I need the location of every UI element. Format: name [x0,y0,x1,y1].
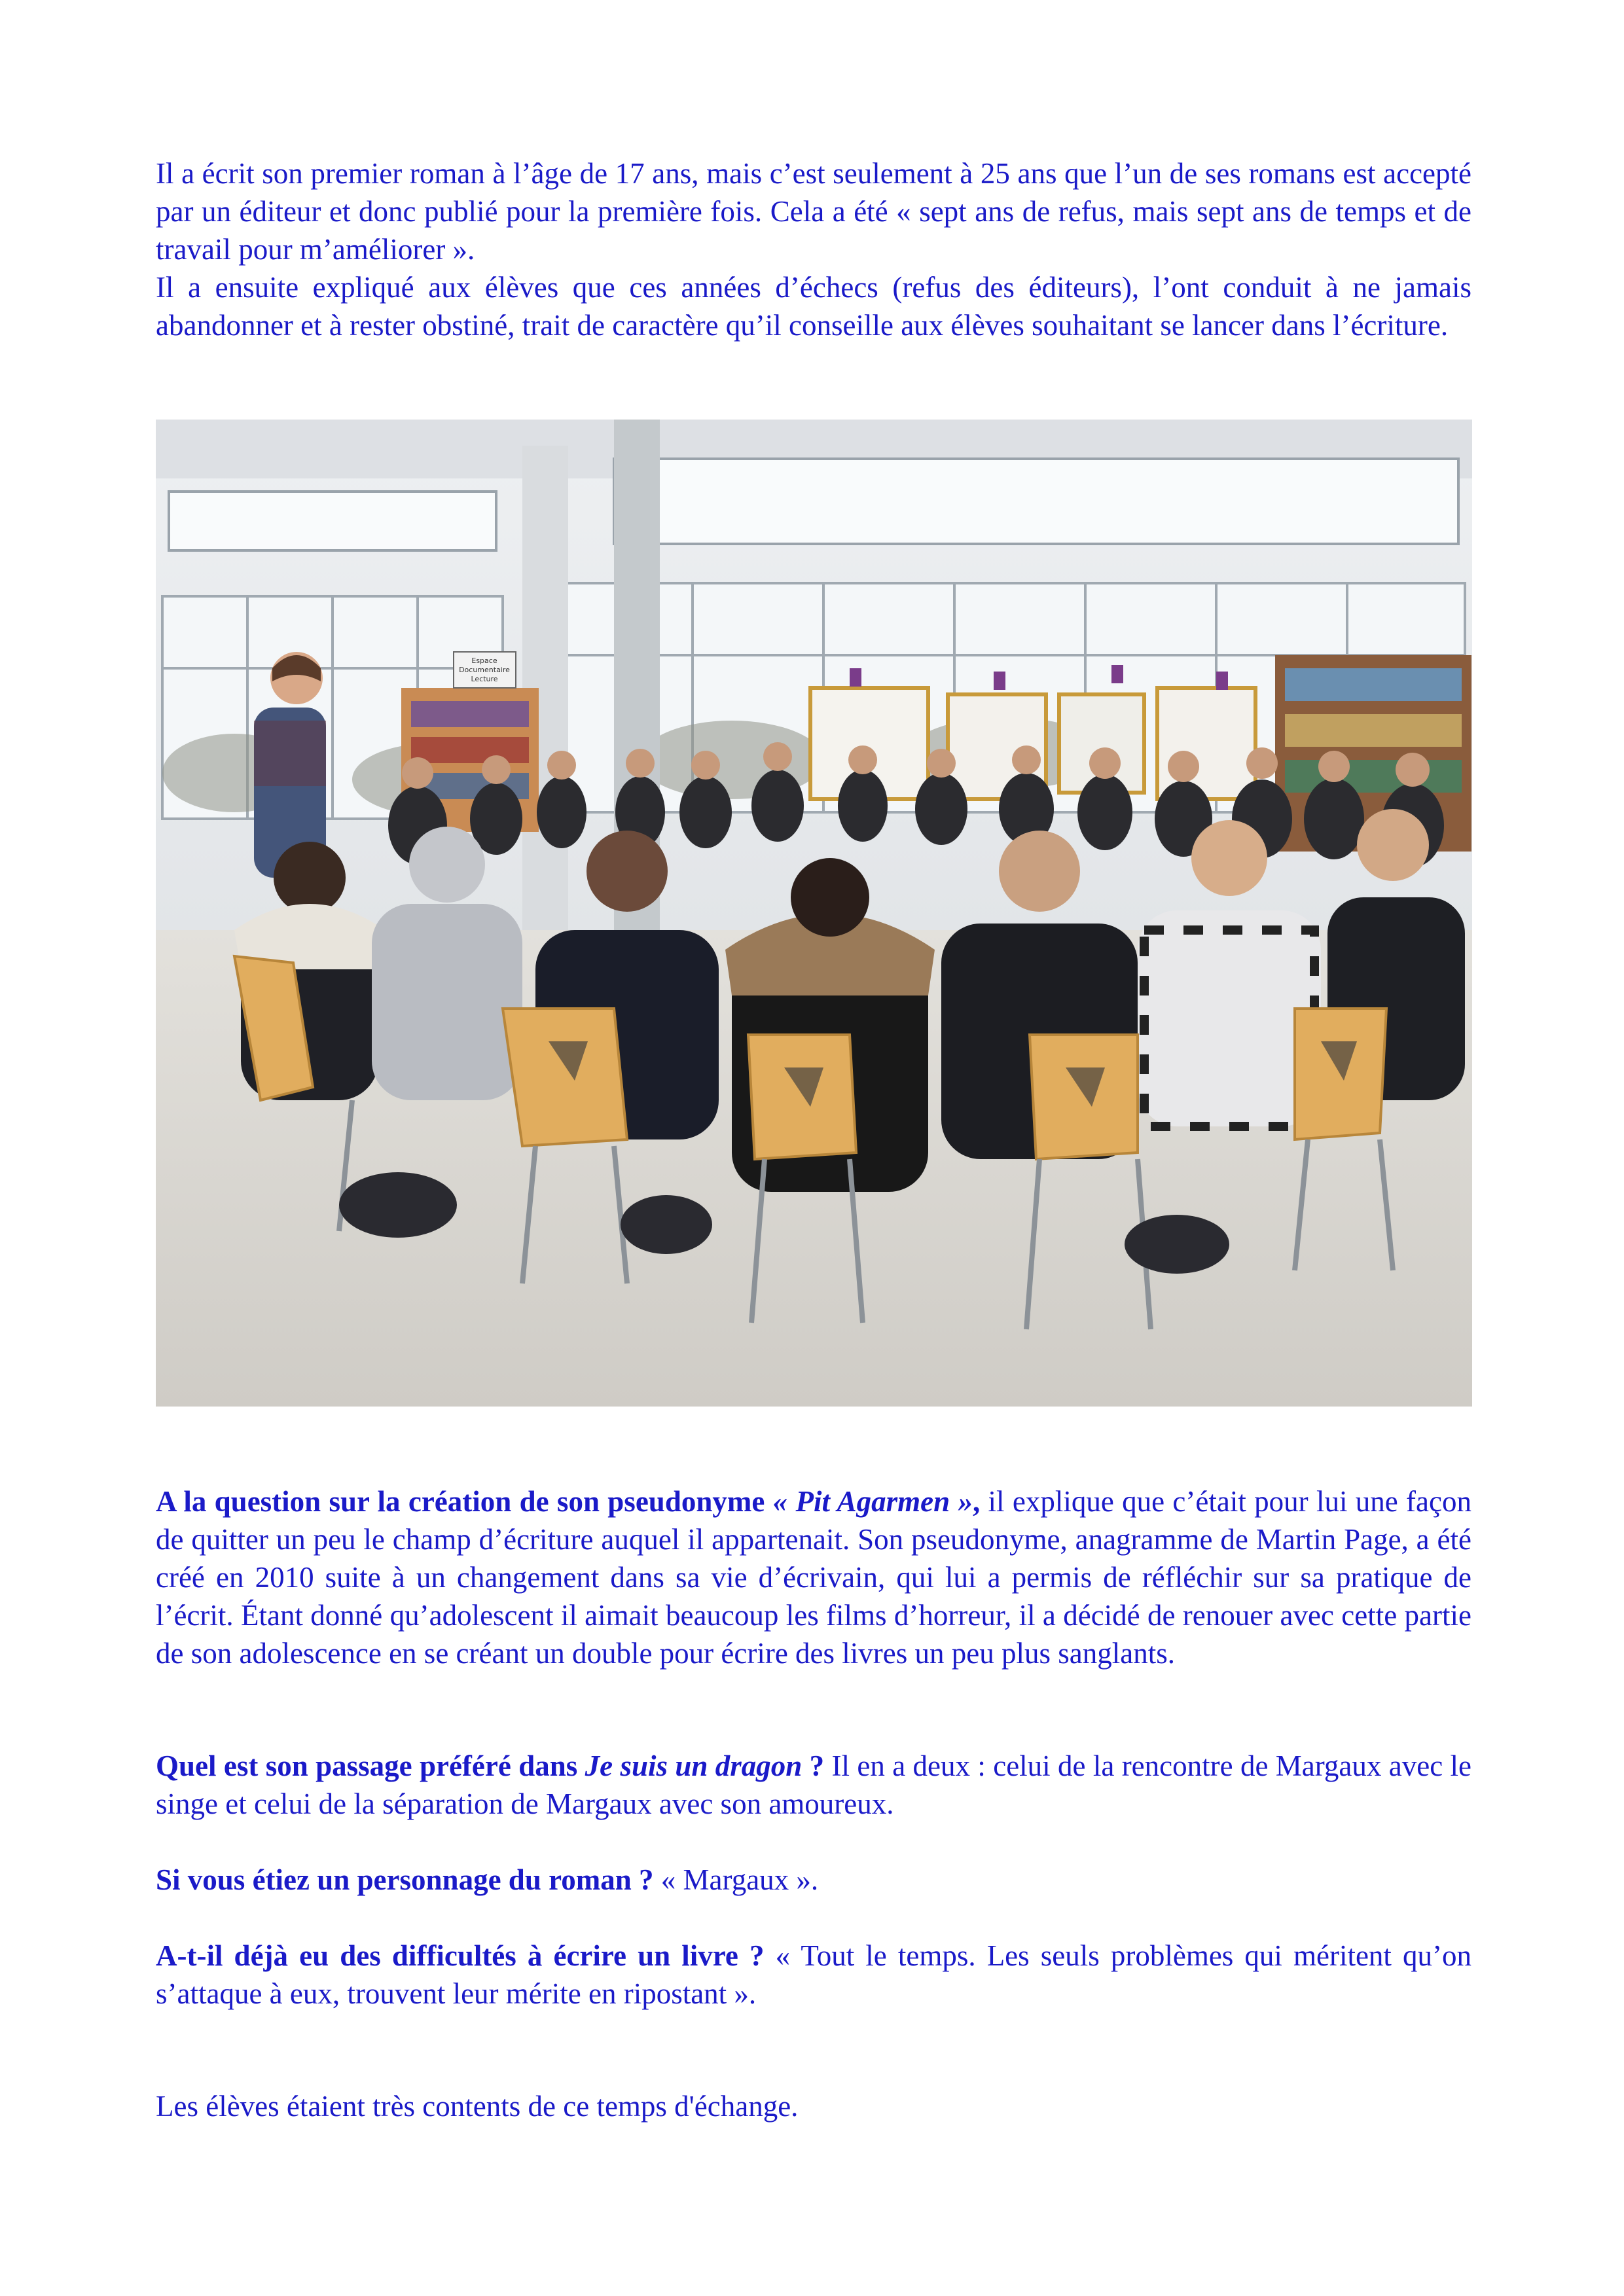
paragraph-perseverance [156,268,1471,344]
paragraph-pseudonym [156,1482,1471,1672]
paragraph-character [156,1861,1471,1899]
library-sign-line: Documentaire [459,666,510,674]
paragraph-conclusion [156,2087,1471,2125]
question-text: A la question sur la création de son pseudonyme [156,1485,773,1518]
paragraph-text [156,1747,1471,1823]
paragraph-text [156,1482,1471,1672]
book-title-text: Je suis un dragon [585,1749,803,1782]
paragraph-difficulties [156,1937,1471,2013]
paragraph-text [156,1937,1471,2013]
question-text: Quel est son passage préféré dans [156,1749,585,1782]
paragraph-text [156,1861,1471,1899]
question-text: A-t-il déjà eu des difficultés à écrire un livre ? [156,1939,765,1972]
paragraph-text: Les élèves étaient très contents de ce temps d'échange. [156,2090,799,2123]
question-punct: , [972,1485,981,1518]
answer-text: Il en a deux : celui de la rencontre de Margaux avec le singe et celui de la séparation de Margaux avec son amoureux. [156,1749,1472,1820]
answer-text: « Margaux ». [653,1863,819,1896]
paragraph-first-novel [156,154,1471,268]
answer-text: « Tout le temps. Les seuls problèmes qui méritent qu’on s’attaque à eux, trouvent leur mérite en ripostant ». [156,1939,1471,2010]
paragraph-text: Il a écrit son premier roman à l’âge de 17 ans, mais c’est seulement à 25 ans que l’un de ses romans est accepté par un éditeur et donc publié pour la première fois. Cela a été « sept ans de refus, mais sept ans de temps et de travail pour m’améliorer ». [156,157,1471,266]
answer-text: il explique que c’était pour lui une façon de quitter un peu le champ d’écriture auquel il appartenait. Son pseudonyme, anagramme de Martin Page, a été créé en 2010 suite à un changement dans sa vie d’écrivain, qui lui a permis de réfléchir sur sa pratique de l’écrit. Étant donné qu’adolescent il aimait beaucoup les films d’horreur, il a décidé de renouer avec cette partie de son adolescence en se créant un double pour écrire des livres un peu plus sanglants. [156,1485,1471,1670]
question-punct: ? [802,1749,825,1782]
paragraph-text: Il a ensuite expliqué aux élèves que ces années d’échecs (refus des éditeurs), l’ont conduit à ne jamais abandonner et à rester obstiné, trait de caractère qu’il conseille aux élèves souhaitant se lancer dans l’écriture. [156,271,1471,342]
library-sign-line: Lecture [471,675,498,683]
pseudonym-text: « Pit Agarmen » [772,1485,973,1518]
classroom-photo [156,420,1472,1407]
library-sign-line: Espace [471,656,497,665]
question-text: Si vous étiez un personnage du roman ? [156,1863,654,1896]
paragraph-favorite-passage [156,1747,1471,1823]
